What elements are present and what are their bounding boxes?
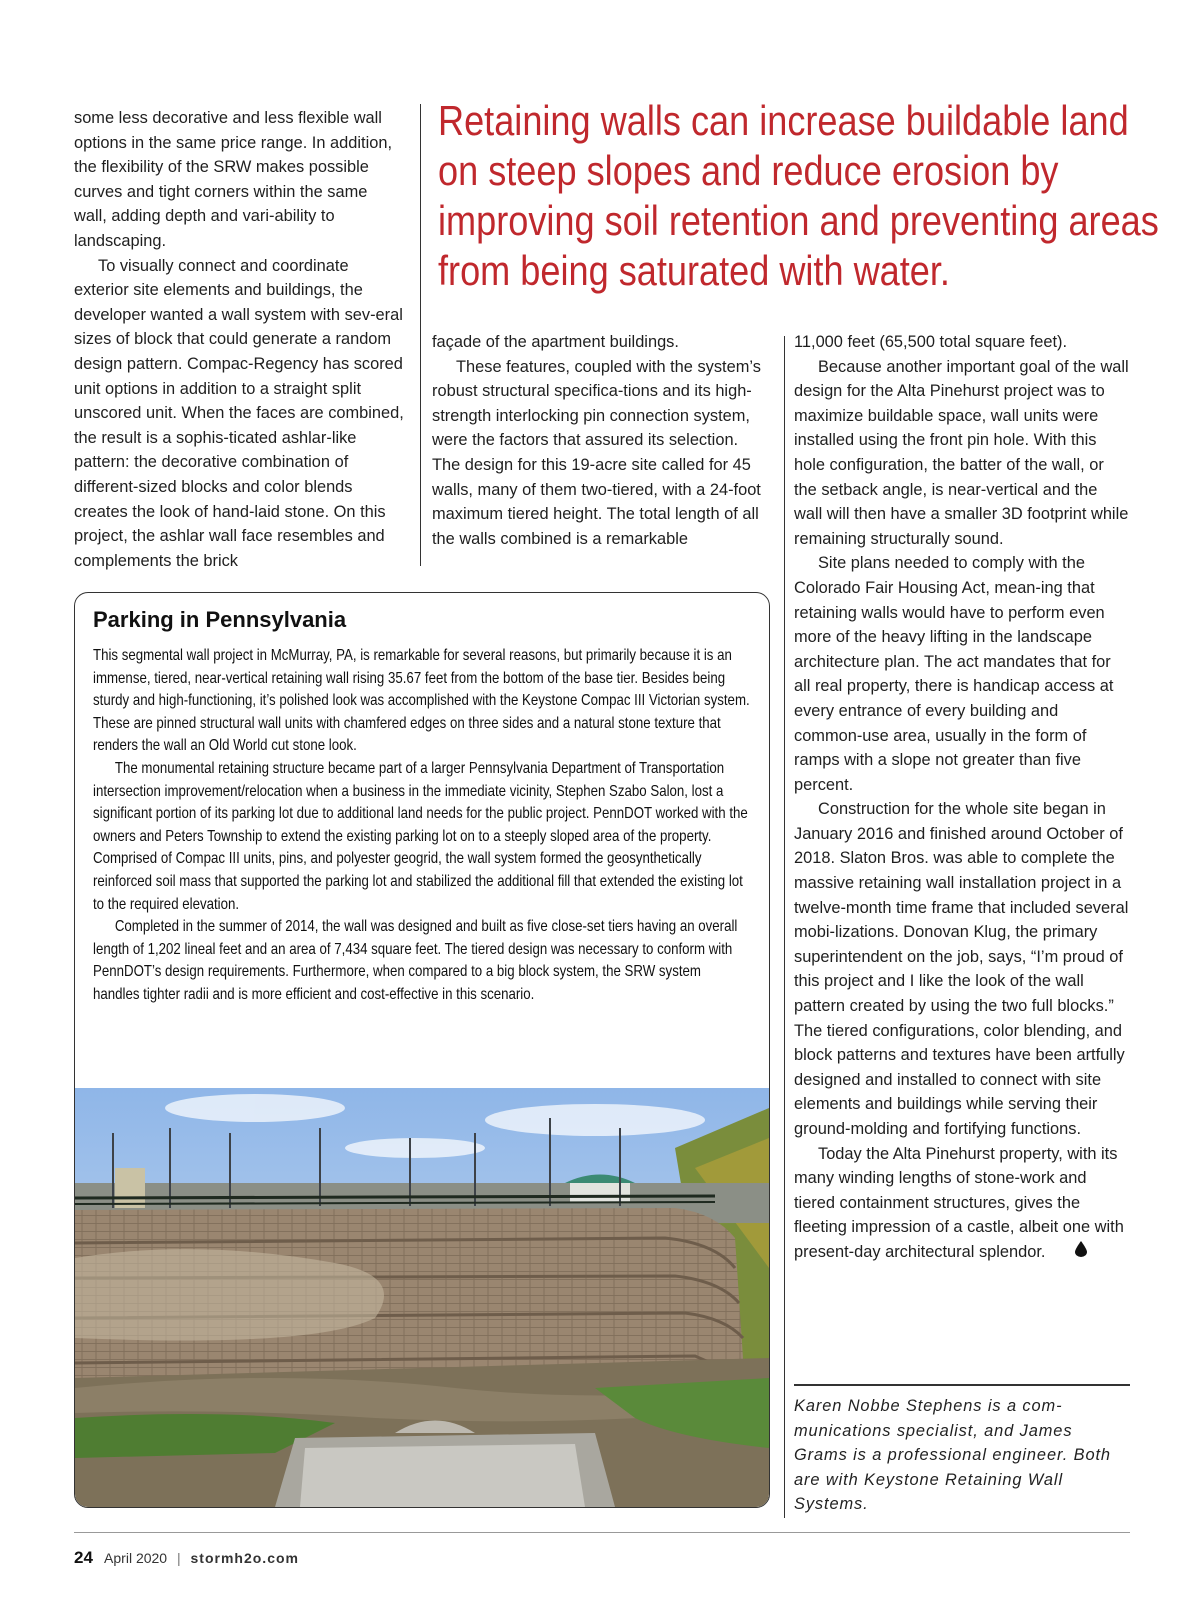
author-bio-text: is a com-munications specialist, and James Grams is a professional engineer. Both are with Keystone Retaining Wall Systems. — [794, 1397, 1111, 1514]
site-url: stormh2o.com — [190, 1550, 299, 1566]
sidebar-paragraph: The monumental retaining structure became part of a larger Pennsylvania Department of Transportation intersection improvement/relocation when a business in the immediate vicinity, Stephen Szabo Salon, lost a significant portion of its parking lot due to additional land needs for the public project. PennDOT worked with the owners and Peters Township to extend the existing parking lot on to a steeply sloped area of the property. Comprised of Compac III units, pins, and polyester geogrid, the wall system formed the geosynthetically reinforced soil mass that supported the parking lot and stabilized the additional fill that extended the existing lot to the required elevation. — [93, 759, 748, 913]
bio-divider — [794, 1384, 1130, 1386]
paragraph: Because another important goal of the wall design for the Alta Pinehurst project was to maximize buildable space, wall units were installed using the front pin hole. With this hole configuration, the batter of the wall, or the setback angle, is near-vertical and the wall will then have a smaller 3D footprint while remaining structurally sound. — [794, 357, 1129, 548]
paragraph: 11,000 feet (65,500 total square feet). — [794, 333, 1068, 351]
pull-quote-line: improving soil retention and preventing areas — [438, 197, 1159, 244]
column-divider — [784, 336, 785, 1518]
sidebar-title: Parking in Pennsylvania — [93, 607, 347, 632]
sidebar-body — [93, 645, 750, 1007]
paragraph: some less decorative and less flexible wall options in the same price range. In addition, the flexibility of the SRW makes possible curves and tight corners within the same wall, adding depth and vari-ability to landscaping. — [74, 109, 392, 250]
paragraph: To visually connect and coordinate exterior site elements and buildings, the developer wanted a wall system with sev-eral sizes of block that could generate a random design pattern. Compac-Regency has scored unit options in addition to a straight split unscored unit. When the faces are combined, the result is a sophis-ticated ashlar-like pattern: the decorative combination of different-sized blocks and color blends creates the look of hand-laid stone. On this project, the ashlar wall face resembles and complements the brick — [74, 256, 404, 570]
column-divider — [420, 104, 421, 566]
pull-quote-line: on steep slopes and reduce erosion by — [438, 147, 1059, 194]
article-column-middle — [432, 330, 762, 551]
sidebar-paragraph: Completed in the summer of 2014, the wall was designed and built as five close-set tiers having an overall length of 1,202 lineal feet and an area of 7,434 square feet. The tiered design was necessary to conform with PennDOT’s design requirements. Furthermore, when compared to a big block system, the SRW system handles tighter radii and is more efficient and cost-effective in this scenario. — [93, 918, 738, 1003]
footer-divider — [74, 1532, 1130, 1533]
page-number: 24 — [74, 1548, 93, 1567]
paragraph: These features, coupled with the system’s robust structural specifica-tions and its high-strength interlocking pin connection system, were the factors that assured its selection. The design for this 19-acre site called for 45 walls, many of them two-tiered, with a 24-foot maximum tiered height. The total length of all the walls combined is a remarkable — [432, 357, 761, 548]
paragraph: Site plans needed to comply with the Colorado Fair Housing Act, mean-ing that retaining walls would have to perform even more of the heavy lifting in the landscape architecture plan. The act mandates that for all real property, there is handicap access at every entrance of every building and common-use area, usually in the form of ramps with a slope not greater than five percent. — [794, 554, 1114, 794]
paragraph-final — [794, 1142, 1129, 1265]
retaining-wall-photo — [75, 1088, 769, 1507]
issue-date: April 2020 — [104, 1550, 168, 1566]
water-drop-icon — [1051, 1240, 1087, 1265]
author-bio — [794, 1394, 1130, 1517]
page-footer — [74, 1548, 299, 1568]
paragraph: façade of the apartment buildings. — [432, 333, 679, 351]
sidebar-box — [74, 592, 770, 1508]
footer-separator: | — [176, 1550, 181, 1566]
paragraph: Construction for the whole site began in January 2016 and finished around October of 2018. Slaton Bros. was able to complete the massive retaining wall installation project in a twelve-month time frame that included several mobi-lizations. Donovan Klug, the primary superintendent on the job, says, “I’m proud of this project and I like the look of the wall pattern created by using the two full blocks.” The tiered configurations, color blending, and block patterns and textures have been artfully designed and installed to connect with site elements and buildings while serving their ground-molding and fortifying functions. — [794, 800, 1129, 1138]
pull-quote — [438, 96, 1159, 296]
author-names: Karen Nobbe Stephens — [794, 1397, 983, 1415]
article-column-right — [794, 330, 1129, 1265]
paragraph-text: Today the Alta Pinehurst property, with its many winding lengths of stone-work and tiered containment structures, gives the fleeting impression of a castle, albeit one with present-day architectural splendor. — [794, 1144, 1124, 1261]
article-column-left — [74, 106, 404, 573]
pull-quote-line: Retaining walls can increase buildable land — [438, 97, 1129, 144]
sidebar-paragraph: This segmental wall project in McMurray, PA, is remarkable for several reasons, but primarily because it is an immense, tiered, near-vertical retaining wall rising 35.67 feet from the bottom of the base tier. Besides being sturdy and high-functioning, it’s polished look was accomplished with the Keystone Compac III Victorian system. These are pinned structural wall units with chamfered edges on three sides and a natural stone texture that renders the wall an Old World cut stone look. — [93, 647, 750, 755]
pull-quote-line: from being saturated with water. — [438, 247, 950, 294]
